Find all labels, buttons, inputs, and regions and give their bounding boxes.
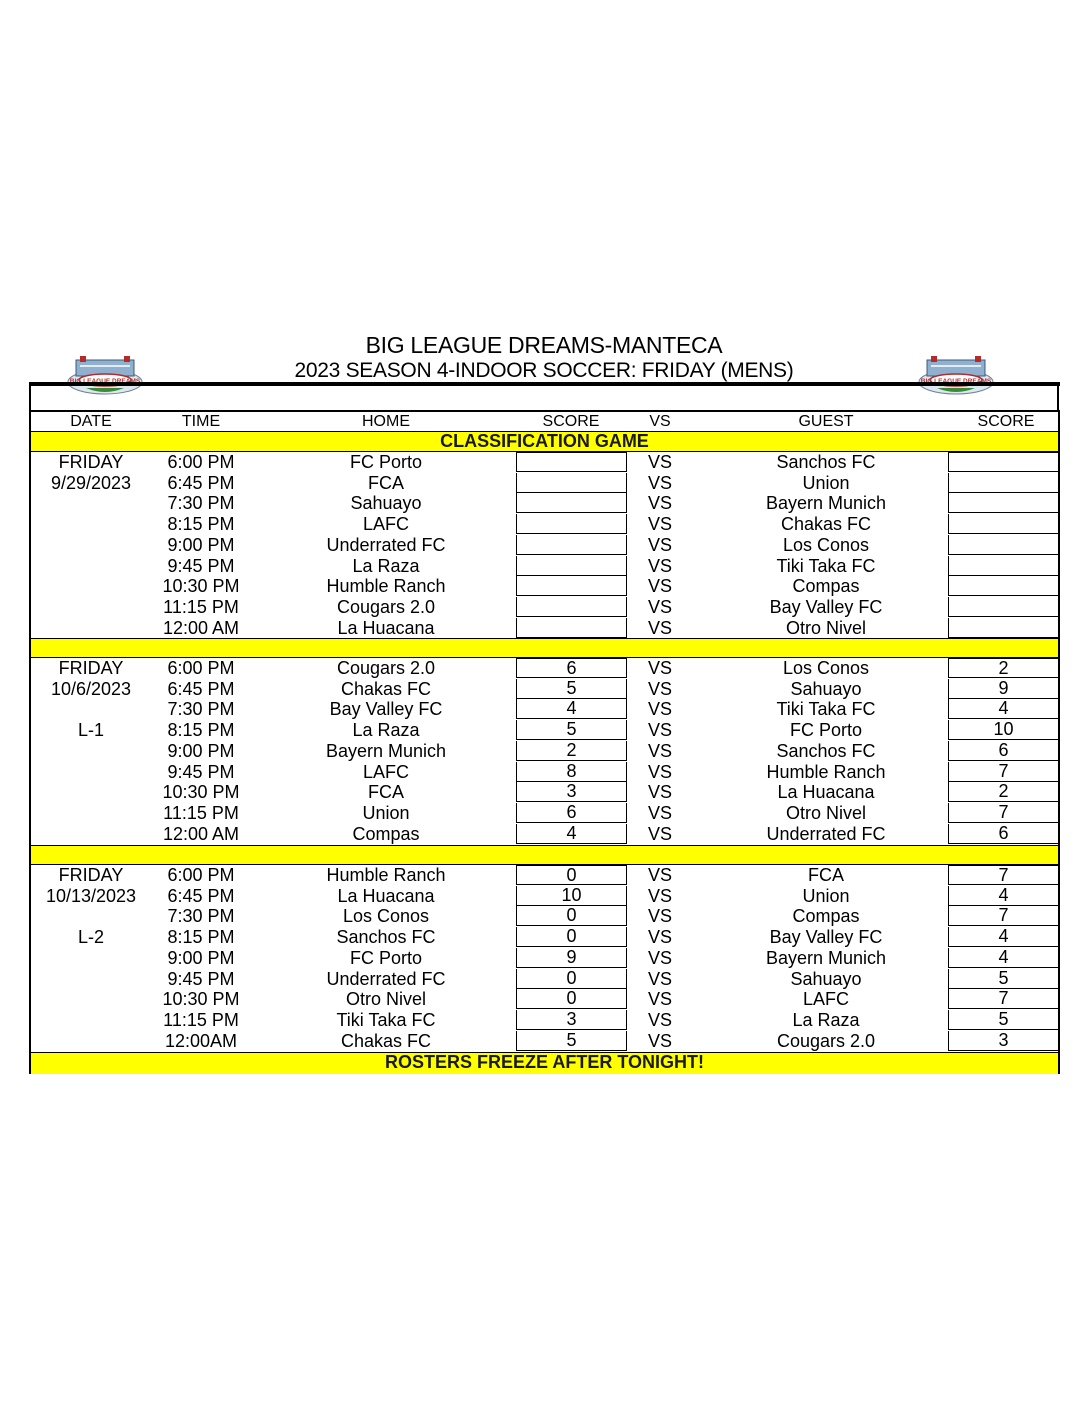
column-header-guest-score: SCORE [977,413,1035,430]
guest-score [948,493,1058,513]
table-row [31,556,1058,576]
week-day: FRIDAY [58,452,124,472]
home-score: 5 [516,720,627,740]
vs-label: VS [647,617,672,638]
game-time: 9:45 PM [167,968,235,989]
vs-label: VS [647,555,672,576]
home-team: Otro Nivel [345,989,426,1010]
vs-label: VS [647,906,672,927]
guest-score: 4 [948,886,1058,906]
home-team: Compas [352,823,420,844]
game-time: 6:00 PM [167,658,235,678]
table-row [31,1010,1058,1030]
table-row [31,679,1058,699]
table-row [31,576,1058,596]
game-time: 9:00 PM [167,740,235,761]
guest-team: Otro Nivel [785,617,866,638]
guest-team: Humble Ranch [766,761,886,782]
game-time: 8:15 PM [167,514,235,535]
home-score: 8 [516,762,627,782]
column-header-time: TIME [181,413,221,430]
vs-label: VS [647,493,672,514]
vs-label: VS [647,514,672,535]
vs-label: VS [647,761,672,782]
guest-team: Chakas FC [780,514,872,535]
guest-team: LAFC [802,989,849,1010]
stadium-logo-icon [66,352,144,396]
vs-label: VS [647,740,672,761]
guest-team: Union [802,472,850,493]
home-team: Sanchos FC [336,927,436,948]
table-row [31,927,1058,947]
guest-team: Compas [792,576,860,597]
table-row [31,865,1058,885]
game-time: 12:00AM [164,1030,238,1051]
vs-label: VS [647,658,672,678]
guest-team: Otro Nivel [785,802,866,823]
game-time: 7:30 PM [167,493,235,514]
guest-team: Sahuayo [790,678,862,699]
guest-score: 7 [948,989,1058,1009]
home-team: Humble Ranch [326,576,446,597]
home-score: 0 [516,865,627,885]
week-day: FRIDAY [58,658,124,678]
home-score [516,514,627,534]
guest-team: FC Porto [789,720,863,741]
home-score: 6 [516,658,627,678]
guest-score: 4 [948,948,1058,968]
home-team: Cougars 2.0 [336,596,436,617]
game-time: 8:15 PM [167,720,235,741]
vs-label: VS [647,1030,672,1051]
home-score [516,597,627,617]
guest-team: Compas [792,906,860,927]
column-header-home: HOME [362,413,410,430]
vs-label: VS [647,678,672,699]
guest-score: 6 [948,824,1058,844]
vs-label: VS [647,1009,672,1030]
game-time: 6:00 PM [167,452,235,472]
vs-label: VS [647,472,672,493]
table-row [31,720,1058,740]
home-team: Bayern Munich [325,740,447,761]
week-round: L-1 [77,720,104,741]
table-row [31,741,1058,761]
home-team: Union [362,802,410,823]
guest-score: 3 [948,1031,1058,1051]
guest-score [948,597,1058,617]
guest-score [948,514,1058,534]
table-row [31,948,1058,968]
guest-score: 10 [948,720,1058,740]
home-team: La Huacana [337,885,435,906]
guest-score [948,556,1058,576]
table-row [31,969,1058,989]
column-header-vs: VS [649,413,671,430]
vs-label: VS [647,927,672,948]
guest-score: 4 [948,699,1058,719]
guest-team: Bay Valley FC [769,596,883,617]
schedule-table [29,410,1060,1074]
home-team: Bay Valley FC [329,699,443,720]
home-score [516,535,627,555]
game-time: 6:45 PM [167,472,235,493]
home-team: FC Porto [349,452,423,472]
guest-team: Sahuayo [790,968,862,989]
game-time: 9:45 PM [167,761,235,782]
home-score: 6 [516,803,627,823]
vs-label: VS [647,865,672,885]
guest-score: 7 [948,803,1058,823]
guest-team: La Huacana [777,782,875,803]
guest-team: Bayern Munich [765,493,887,514]
guest-score [948,473,1058,493]
home-score: 4 [516,699,627,719]
guest-score: 2 [948,782,1058,802]
home-score: 9 [516,948,627,968]
page-subtitle: 2023 SEASON 4-INDOOR SOCCER: FRIDAY (MENS) [294,359,794,382]
classification-label: CLASSIFICATION GAME [440,431,649,451]
guest-score: 7 [948,865,1058,885]
guest-team: Bayern Munich [765,947,887,968]
home-score [516,452,627,472]
home-team: Chakas FC [340,1030,432,1051]
home-team: Underrated FC [326,968,446,989]
guest-team: Bay Valley FC [769,927,883,948]
home-score: 0 [516,989,627,1009]
guest-score [948,576,1058,596]
home-score: 5 [516,679,627,699]
game-time: 7:30 PM [167,906,235,927]
home-team: Cougars 2.0 [336,658,436,678]
game-time: 8:15 PM [167,927,235,948]
week-day: FRIDAY [58,865,124,885]
vs-label: VS [647,968,672,989]
guest-team: Los Conos [782,534,870,555]
guest-score: 2 [948,658,1058,678]
frame-edge-left [29,386,31,410]
home-team: Los Conos [342,906,430,927]
table-row [31,473,1058,493]
table-row [31,906,1058,926]
game-time: 10:30 PM [162,782,240,803]
vs-label: VS [647,534,672,555]
header-rule [29,382,1060,386]
column-header-guest: GUEST [798,413,854,430]
guest-team: Cougars 2.0 [776,1030,876,1051]
guest-score [948,618,1058,638]
table-row [31,1031,1058,1051]
table-row [31,762,1058,782]
home-team: La Huacana [337,617,435,638]
game-time: 7:30 PM [167,699,235,720]
game-time: 6:45 PM [167,678,235,699]
home-score: 5 [516,1031,627,1051]
week-date: 9/29/2023 [50,472,132,493]
vs-label: VS [647,720,672,741]
table-row [31,618,1058,638]
vs-label: VS [647,885,672,906]
table-row [31,824,1058,844]
home-score: 3 [516,1010,627,1030]
table-row [31,886,1058,906]
table-row [31,597,1058,617]
week-round: L-2 [77,927,104,948]
guest-score: 7 [948,762,1058,782]
home-team: Sahuayo [350,493,422,514]
stadium-logo-icon [917,352,995,396]
table-row [31,782,1058,802]
vs-label: VS [647,452,672,472]
home-team: Underrated FC [326,534,446,555]
home-score [516,493,627,513]
game-time: 10:30 PM [162,989,240,1010]
table-row [31,989,1058,1009]
week-separator [31,845,1058,865]
game-time: 11:15 PM [163,1009,239,1030]
guest-team: Tiki Taka FC [776,699,876,720]
vs-label: VS [647,802,672,823]
vs-label: VS [647,823,672,844]
home-score [516,576,627,596]
table-row [31,803,1058,823]
game-time: 11:15 PM [163,596,239,617]
table-row [31,493,1058,513]
home-score: 2 [516,741,627,761]
home-team: Humble Ranch [326,865,446,885]
vs-label: VS [647,989,672,1010]
week-separator [31,638,1058,658]
game-time: 9:00 PM [167,947,235,968]
game-time: 12:00 AM [162,617,240,638]
guest-score: 6 [948,741,1058,761]
guest-score: 5 [948,969,1058,989]
table-row [31,699,1058,719]
guest-team: Sanchos FC [776,452,876,472]
home-team: La Raza [352,555,420,576]
home-score [516,618,627,638]
game-time: 9:00 PM [167,534,235,555]
guest-team: La Raza [792,1009,860,1030]
guest-team: Los Conos [782,658,870,678]
guest-score [948,535,1058,555]
game-time: 12:00 AM [162,823,240,844]
week-date: 10/6/2023 [50,678,132,699]
footer-note: ROSTERS FREEZE AFTER TONIGHT! [384,1052,704,1072]
column-header-score: SCORE [542,413,600,430]
home-team: Chakas FC [340,678,432,699]
home-team: FCA [368,782,404,803]
guest-score [948,452,1058,472]
home-score [516,473,627,493]
table-row [31,535,1058,555]
guest-team: Tiki Taka FC [776,555,876,576]
home-team: Tiki Taka FC [336,1009,436,1030]
guest-team: Underrated FC [766,823,886,844]
home-score: 4 [516,824,627,844]
guest-score: 9 [948,679,1058,699]
frame-edge-right [1057,386,1059,410]
guest-score: 4 [948,927,1058,947]
home-team: LAFC [362,514,409,535]
vs-label: VS [647,947,672,968]
game-time: 6:00 PM [167,865,235,885]
table-row [31,658,1058,678]
guest-score: 7 [948,906,1058,926]
guest-team: FCA [808,865,844,885]
game-time: 6:45 PM [167,885,235,906]
home-score: 0 [516,969,627,989]
vs-label: VS [647,576,672,597]
home-score: 0 [516,906,627,926]
home-score: 10 [516,886,627,906]
week-date: 10/13/2023 [45,885,137,906]
home-score: 0 [516,927,627,947]
home-team: La Raza [352,720,420,741]
vs-label: VS [647,782,672,803]
table-row [31,452,1058,472]
column-header-date: DATE [70,413,112,430]
game-time: 11:15 PM [163,802,239,823]
guest-team: Union [802,885,850,906]
home-team: FCA [368,472,404,493]
vs-label: VS [647,699,672,720]
home-score: 3 [516,782,627,802]
vs-label: VS [647,596,672,617]
home-team: LAFC [362,761,409,782]
guest-score: 5 [948,1010,1058,1030]
table-row [31,514,1058,534]
guest-team: Sanchos FC [776,740,876,761]
game-time: 9:45 PM [167,555,235,576]
page-title: BIG LEAGUE DREAMS-MANTECA [365,332,723,358]
game-time: 10:30 PM [162,576,240,597]
home-team: FC Porto [349,947,423,968]
home-score [516,556,627,576]
